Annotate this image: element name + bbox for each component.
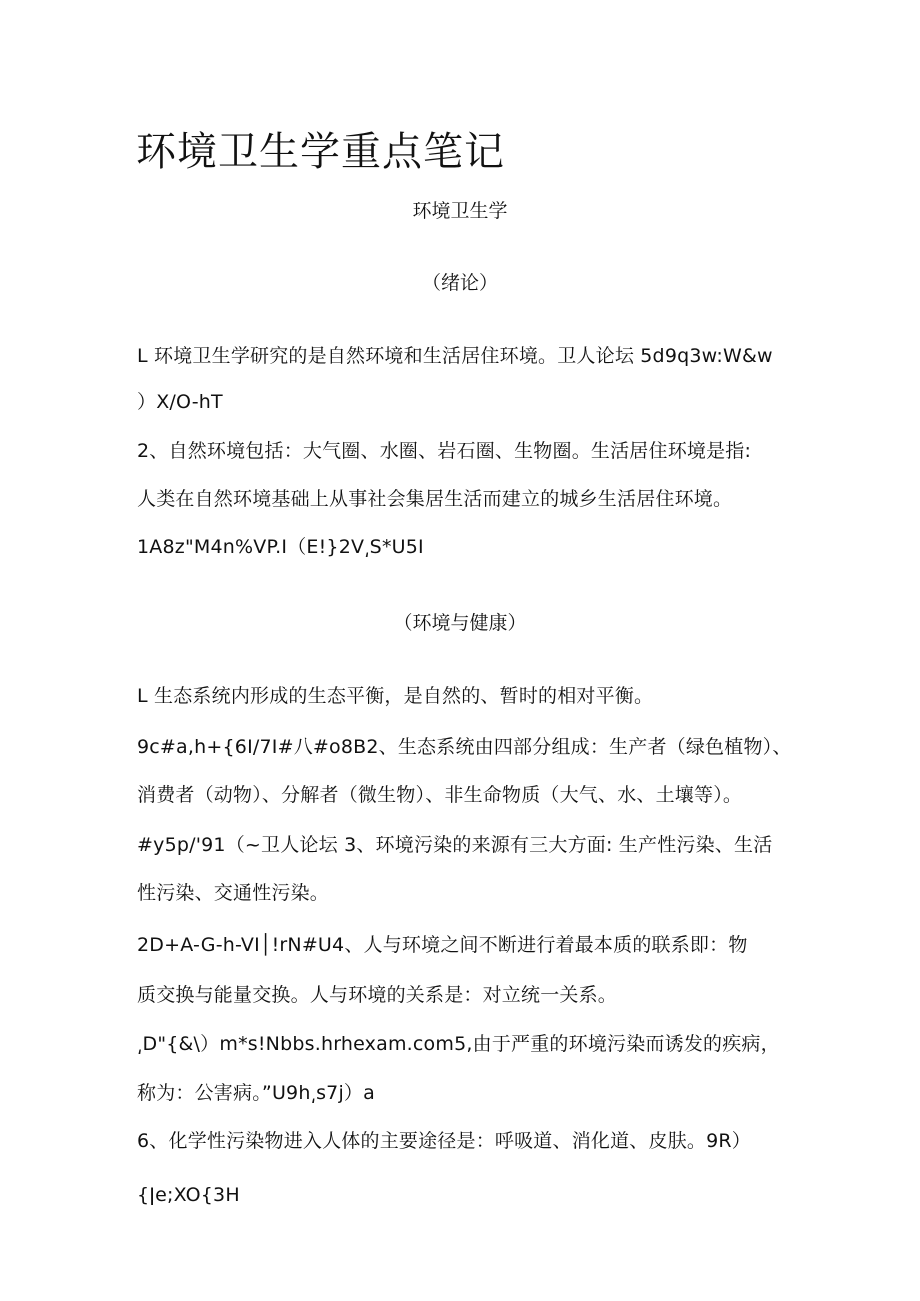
paragraph-line: L 环境卫生学研究的是自然环境和生活居住环境。卫人论坛 5d9q3w:W&w [137, 345, 773, 367]
paragraph-line: {ǀe;XO{3H [137, 1184, 240, 1206]
paragraph-line: 消费者（动物）、分解者（微生物）、非生命物质（大气、水、土壤等）。 [137, 784, 743, 806]
section-heading-introduction: （绪论） [421, 272, 498, 294]
paragraph-line: 9c#a,h+{6I/7I#八#o8B2、生态系统由四部分组成：生产者（绿色植物）、 [137, 736, 792, 758]
paragraph-line: 2、自然环境包括：大气圈、水圈、岩石圈、生物圈。生活居住环境是指: [137, 440, 752, 462]
paragraph-line: 性污染、交通性污染。 [137, 882, 330, 904]
paragraph-line: 称为：公害病。”U9h͵s7j）a [137, 1082, 375, 1104]
paragraph-line: 人类在自然环境基础上从事社会集居生活而建立的城乡生活居住环境。 [137, 488, 733, 510]
paragraph-line: #y5p/'91（~卫人论坛 3、环境污染的来源有三大方面: 生产性污染、生活 [137, 834, 773, 856]
paragraph-line: 2D+A-G-h-VI│!rN#U4、人与环境之间不断进行着最本质的联系即：物 [137, 934, 748, 956]
paragraph-line: 质交换与能量交换。人与环境的关系是：对立统一关系。 [137, 984, 618, 1006]
paragraph-line: 1A8z"M4n%VP.I（E!}2V͵S*U5I [137, 536, 424, 558]
paragraph-line: L 生态系统内形成的生态平衡，是自然的、暂时的相对平衡。 [137, 685, 654, 707]
section-heading-environment-health: （环境与健康） [393, 612, 527, 634]
paragraph-line: ）X/O-hT [137, 391, 223, 413]
paragraph-line: ͵D"{&\）m*s!Nbbs.hrhexam.com5,由于严重的环境污染而诱发的疾病， [137, 1033, 780, 1055]
document-title: 环境卫生学重点笔记 [136, 129, 505, 175]
document-subtitle: 环境卫生学 [412, 200, 508, 222]
paragraph-line: 6、化学性污染物进入人体的主要途径是：呼吸道、消化道、皮肤。9R） [137, 1130, 751, 1152]
